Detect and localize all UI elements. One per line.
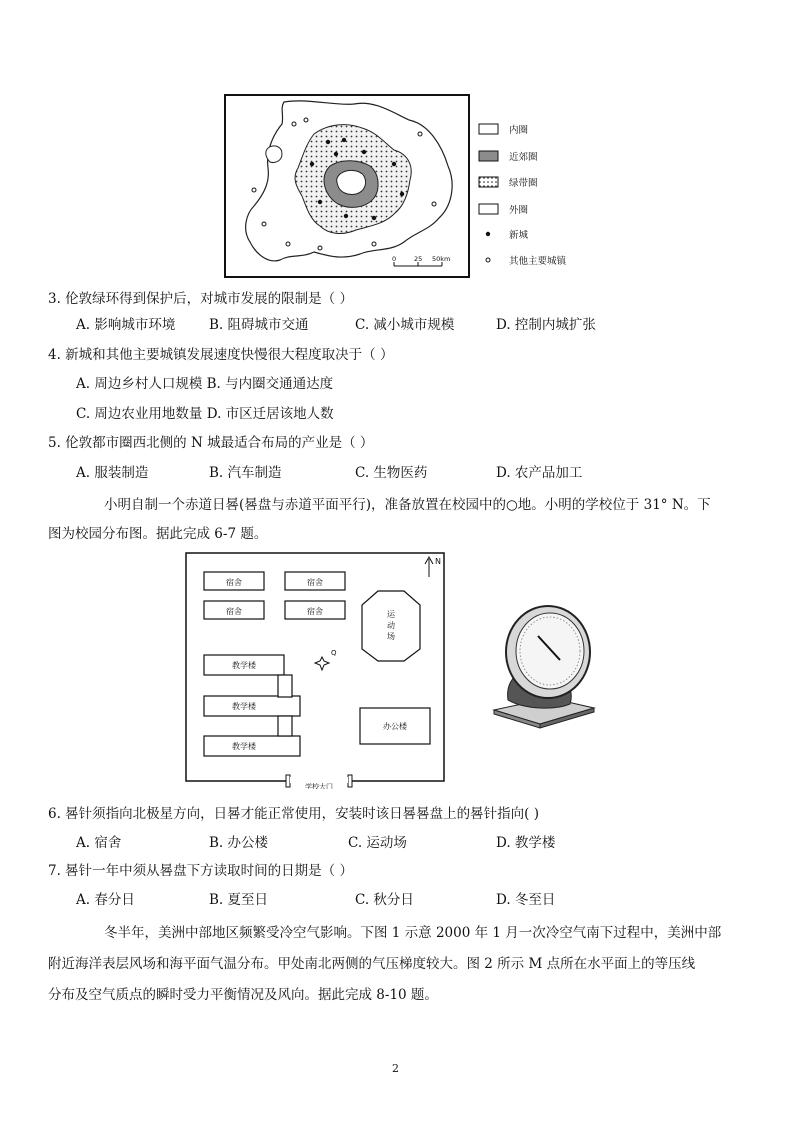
scale-mid: 25 <box>414 255 423 263</box>
page-number: 2 <box>392 1062 399 1075</box>
office-label: 办公楼 <box>383 722 407 731</box>
island-shape <box>266 146 282 163</box>
q5-option-a: A. 服装制造 <box>76 465 149 481</box>
dorm-label-3: 宿舍 <box>226 607 242 616</box>
q7-option-b: B. 夏至日 <box>209 892 269 908</box>
london-map-figure <box>224 94 470 278</box>
q7-option-a: A. 春分日 <box>76 892 135 908</box>
scale-zero: 0 <box>392 255 397 263</box>
intro-6-7-line1: 小明自制一个赤道日晷(晷盘与赤道平面平行)，准备放置在校园中的○地。小明的学校位于 31° N。下 <box>104 497 711 513</box>
inner-ring-area <box>337 170 366 194</box>
q5-option-d: D. 农产品加工 <box>496 465 583 481</box>
london-map <box>224 94 470 278</box>
q4-options-row1: A. 周边乡村人口规模 B. 与内圈交通通达度 <box>76 376 334 392</box>
campus-map-figure <box>184 551 448 789</box>
q3-option-c: C. 减小城市规模 <box>355 317 455 333</box>
legend-label-outer: 外圈 <box>509 205 529 216</box>
legend-label-green: 绿带圈 <box>509 178 538 189</box>
q3-stem: 3. 伦敦绿环得到保护后，对城市发展的限制是（ ） <box>48 291 353 307</box>
teaching-label-3: 教学楼 <box>232 742 256 751</box>
q4-stem: 4. 新城和其他主要城镇发展速度快慢很大程度取决于（ ） <box>48 347 394 363</box>
q7-option-c: C. 秋分日 <box>355 892 414 908</box>
gate-post-right <box>348 775 352 787</box>
legend-label-suburb: 近郊圈 <box>509 152 538 163</box>
q5-option-c: C. 生物医药 <box>355 465 428 481</box>
q6-option-c: C. 运动场 <box>348 835 407 851</box>
intro-8-10-line2: 附近海洋表层风场和海平面气温分布。甲处南北两侧的气压梯度较大。图 2 所示 M 点所在水平面上的等压线 <box>48 956 696 972</box>
dorm-label-4: 宿舍 <box>307 607 323 616</box>
q7-stem: 7. 晷针一年中须从晷盘下方读取时间的日期是（ ） <box>48 863 353 879</box>
q5-option-b: B. 汽车制造 <box>209 465 282 481</box>
corridor-1 <box>278 675 292 697</box>
gate-label: 学校大门 <box>305 783 333 789</box>
gate-post-left <box>286 775 290 787</box>
intro-6-7-line2: 图为校园分布图。据此完成 6-7 题。 <box>48 526 268 542</box>
intro-8-10-line1: 冬半年，美洲中部地区频繁受冷空气影响。下图 1 示意 2000 年 1 月一次冷空气南下过程中，美洲中部 <box>104 925 722 941</box>
q3-option-b: B. 阻碍城市交通 <box>209 317 309 333</box>
legend-swatches <box>478 120 588 270</box>
legend-label-town: 其他主要城镇 <box>509 256 567 267</box>
legend-label-inner: 内圈 <box>509 125 529 136</box>
campus-map <box>184 551 448 789</box>
legend-inner-swatch <box>479 124 498 134</box>
legend-town-swatch <box>486 258 490 262</box>
legend-suburb-swatch <box>479 151 498 161</box>
london-map-legend <box>478 120 588 270</box>
sports-label-1: 运 <box>387 610 395 619</box>
legend-outer-swatch <box>479 204 498 214</box>
dorm-label-1: 宿舍 <box>226 578 242 587</box>
dorm-label-2: 宿舍 <box>307 578 323 587</box>
q3-option-a: A. 影响城市环境 <box>76 317 176 333</box>
scale-end: 50km <box>432 255 451 263</box>
intro-8-10-line3: 分布及空气质点的瞬时受力平衡情况及风向。据此完成 8-10 题。 <box>48 987 438 1003</box>
q6-option-d: D. 教学楼 <box>496 835 556 851</box>
sports-label-3: 场 <box>387 632 395 641</box>
teaching-label-2: 教学楼 <box>232 702 256 711</box>
corridor-2 <box>278 716 292 736</box>
q7-option-d: D. 冬至日 <box>496 892 556 908</box>
q4-options-row2: C. 周边农业用地数量 D. 市区迁居该地人数 <box>76 406 334 422</box>
legend-newtown-swatch <box>486 232 490 236</box>
q3-option-d: D. 控制内城扩张 <box>496 317 596 333</box>
q6-stem: 6. 晷针须指向北极星方向，日晷才能正常使用，安装时该日晷晷盘上的晷针指向( ) <box>48 806 539 822</box>
sports-label-2: 动 <box>387 621 395 630</box>
north-label: N <box>435 557 441 566</box>
point-q-label: Q <box>331 649 337 657</box>
legend-green-swatch <box>479 177 498 187</box>
sundial-image <box>490 600 600 730</box>
legend-label-newtown: 新城 <box>509 230 529 241</box>
sundial-illustration <box>490 600 600 730</box>
q6-option-a: A. 宿舍 <box>76 835 122 851</box>
q5-stem: 5. 伦敦都市圈西北侧的 N 城最适合布局的产业是（ ） <box>48 435 374 451</box>
teaching-label-1: 教学楼 <box>232 661 256 670</box>
q6-option-b: B. 办公楼 <box>209 835 269 851</box>
